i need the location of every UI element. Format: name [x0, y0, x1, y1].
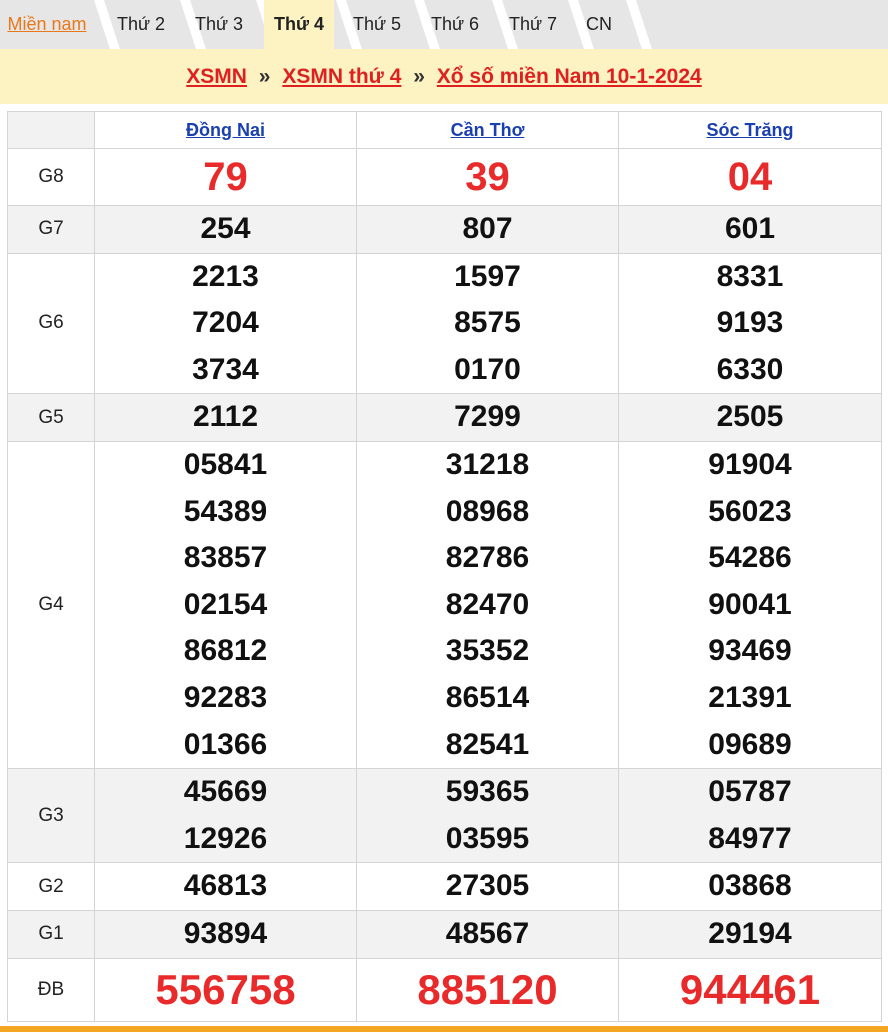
prize-cell — [357, 769, 619, 863]
province-header-row — [8, 112, 882, 149]
prize-cell — [357, 253, 619, 394]
prize-number: 21391 — [708, 680, 792, 714]
prize-cell — [619, 910, 882, 958]
prize-cell — [95, 441, 357, 768]
province-link-soc-trang[interactable]: Sóc Trăng — [706, 119, 794, 140]
prize-number: 86514 — [445, 680, 530, 714]
prize-number: 27305 — [445, 869, 530, 903]
prize-number: 83857 — [183, 541, 268, 575]
prize-cell — [619, 441, 882, 768]
prize-number: 54389 — [183, 494, 268, 528]
prize-label: G8 — [8, 149, 95, 206]
prize-number: 54286 — [708, 541, 792, 575]
prize-number: 93894 — [183, 916, 268, 950]
prize-number: 46813 — [183, 869, 268, 903]
prize-row-g1 — [8, 910, 882, 958]
prize-number: 01366 — [183, 727, 268, 761]
prize-number: 556758 — [155, 965, 296, 1013]
breadcrumb-current-link[interactable]: Xổ số miền Nam 10-1-2024 — [436, 65, 702, 88]
tab-thu-4[interactable]: Thứ 4 — [264, 0, 334, 49]
prize-number: 02154 — [183, 587, 268, 621]
prize-label: G3 — [8, 769, 95, 863]
prize-number: 8331 — [716, 259, 784, 293]
prize-number: 08968 — [445, 494, 530, 528]
prize-cell — [95, 910, 357, 958]
prize-number: 82786 — [445, 541, 530, 575]
prize-cell — [95, 253, 357, 394]
prize-number: 09689 — [708, 727, 792, 761]
prize-number: 807 — [462, 212, 513, 245]
prize-number: 05787 — [708, 775, 792, 809]
prize-cell — [357, 206, 619, 254]
prize-number: 91904 — [708, 447, 792, 481]
prize-cell — [357, 958, 619, 1021]
prize-number: 29194 — [708, 916, 792, 950]
prize-number: 31218 — [445, 447, 530, 481]
prize-row-g3 — [8, 769, 882, 863]
prize-label: G4 — [8, 441, 95, 768]
prize-cell — [619, 206, 882, 254]
tab-thu-5[interactable]: Thứ 5 — [352, 14, 402, 34]
prize-number: 8575 — [454, 306, 521, 340]
prize-cell — [357, 149, 619, 206]
prize-number: 92283 — [183, 680, 268, 714]
prize-number: 39 — [465, 155, 510, 199]
results-table — [7, 111, 882, 1022]
prize-row-g8 — [8, 149, 882, 206]
prize-cell — [357, 394, 619, 442]
prize-label: ĐB — [8, 958, 95, 1021]
prize-rows — [8, 149, 882, 1022]
prize-number: 0170 — [454, 352, 521, 386]
prize-number: 45669 — [183, 775, 268, 809]
prize-cell — [619, 253, 882, 394]
prize-label: G6 — [8, 253, 95, 394]
prize-number: 56023 — [708, 494, 792, 528]
prize-label: G2 — [8, 863, 95, 911]
prize-number: 93469 — [708, 634, 792, 668]
prize-label: G7 — [8, 206, 95, 254]
prize-label: G5 — [8, 394, 95, 442]
breadcrumb-xsmn-link[interactable]: XSMN — [186, 65, 247, 88]
prize-number: 9193 — [716, 306, 784, 340]
prize-number: 90041 — [708, 587, 792, 621]
prize-label: G1 — [8, 910, 95, 958]
prize-number: 59365 — [445, 775, 530, 809]
prize-number: 1597 — [454, 259, 521, 293]
prize-number: 6330 — [716, 352, 784, 386]
prize-number: 05841 — [183, 447, 268, 481]
province-link-can-tho[interactable]: Cần Thơ — [450, 119, 525, 140]
prize-row-g6 — [8, 253, 882, 394]
prize-cell — [357, 910, 619, 958]
prize-number: 2505 — [716, 400, 784, 434]
prize-row-g7 — [8, 206, 882, 254]
prize-row-db — [8, 958, 882, 1021]
prize-cell — [357, 863, 619, 911]
breadcrumb-separator: » — [413, 65, 425, 88]
prize-cell — [619, 958, 882, 1021]
province-link-dong-nai[interactable]: Đồng Nai — [186, 119, 265, 140]
prize-number: 7299 — [454, 400, 521, 434]
prize-number: 3734 — [192, 352, 259, 386]
tab-thu-7[interactable]: Thứ 7 — [508, 14, 558, 34]
prize-cell — [619, 149, 882, 206]
bottom-accent-bar — [0, 1026, 888, 1032]
prize-cell — [619, 863, 882, 911]
prize-number: 601 — [724, 212, 776, 245]
prize-row-g4 — [8, 441, 882, 768]
prize-row-g5 — [8, 394, 882, 442]
header-corner-cell — [8, 112, 95, 149]
prize-cell — [95, 394, 357, 442]
prize-cell — [95, 206, 357, 254]
breadcrumb-separator: » — [258, 65, 271, 88]
prize-number: 03595 — [445, 821, 530, 855]
prize-number: 79 — [203, 155, 248, 199]
prize-number: 885120 — [417, 965, 558, 1013]
prize-number: 82470 — [445, 587, 530, 621]
tab-thu-3[interactable]: Thứ 3 — [194, 14, 244, 34]
prize-number: 84977 — [708, 821, 792, 855]
tab-cn[interactable]: CN — [586, 14, 612, 34]
tab-thu-2[interactable]: Thứ 2 — [116, 14, 166, 34]
prize-cell — [95, 149, 357, 206]
breadcrumb — [0, 49, 888, 104]
prize-cell — [619, 769, 882, 863]
prize-cell — [95, 958, 357, 1021]
prize-cell — [95, 769, 357, 863]
prize-number: 2213 — [192, 259, 259, 293]
prize-number: 254 — [200, 212, 251, 245]
prize-number: 48567 — [445, 916, 530, 950]
prize-cell — [619, 394, 882, 442]
breadcrumb-day-link[interactable]: XSMN thứ 4 — [282, 65, 402, 88]
prize-number: 86812 — [183, 634, 268, 668]
prize-number: 7204 — [192, 306, 259, 340]
prize-cell — [95, 863, 357, 911]
prize-number: 03868 — [708, 869, 792, 903]
prize-number: 82541 — [445, 727, 530, 761]
tab-region-south[interactable]: Miền nam — [7, 14, 87, 34]
day-tab-bar — [0, 0, 888, 49]
prize-number: 12926 — [183, 821, 268, 855]
prize-row-g2 — [8, 863, 882, 911]
prize-number: 944461 — [679, 965, 821, 1013]
prize-number: 35352 — [445, 634, 530, 668]
prize-number: 2112 — [192, 400, 259, 434]
prize-cell — [357, 441, 619, 768]
tab-thu-6[interactable]: Thứ 6 — [430, 14, 480, 34]
prize-number: 04 — [727, 155, 773, 199]
